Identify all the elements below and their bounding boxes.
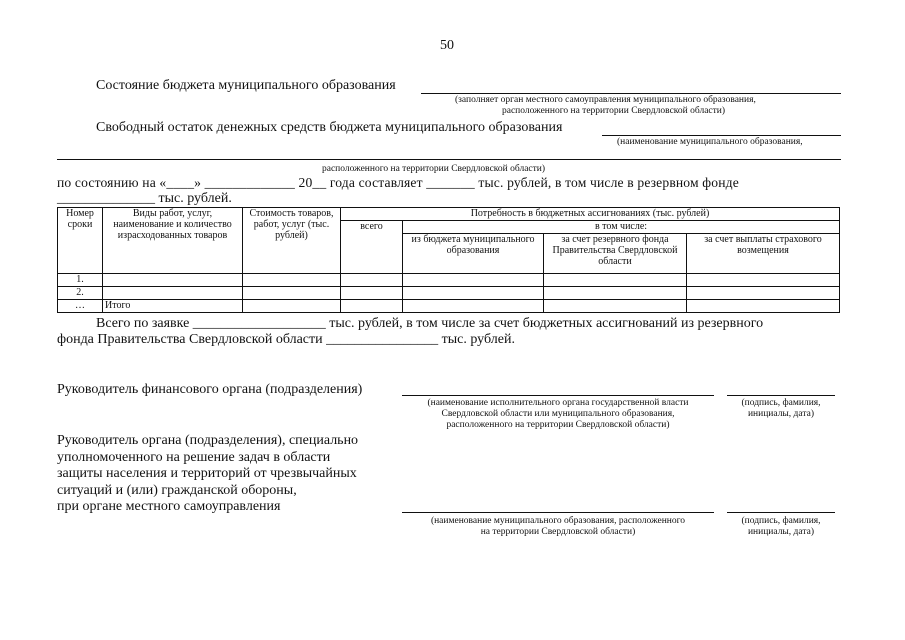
budget-state-field[interactable] [421,93,841,94]
row-name: Итого [103,300,243,313]
financial-org-hint-3: расположенного на территории Свердловской области) [446,420,670,430]
needs-table [57,207,840,313]
header-total: всего [341,221,403,274]
row-cell[interactable] [544,287,687,300]
page-number: 50 [440,38,454,53]
table-row [58,300,840,313]
free-balance-label: Свободный остаток денежных средств бюджета муниципального образования [96,120,563,135]
free-balance-field-continued[interactable] [57,159,841,160]
row-cell[interactable] [243,287,341,300]
civil-defense-head-label-5: при органе местного самоуправления [57,499,281,514]
header-from-insurance: за счет выплаты страхового возмещения [687,234,840,274]
financial-sign-hint-1: (подпись, фамилия, [741,398,821,408]
civil-defense-sign-hint-2: инициалы, дата) [747,527,815,537]
header-cost: Стоимость товаров, работ, услуг (тыс. рублей) [243,208,341,274]
header-from-reserve: за счет резервного фонда Правительства Свердловской области [544,234,687,274]
table-row [58,287,840,300]
financial-head-label: Руководитель финансового органа (подразделения) [57,382,363,397]
budget-state-hint-1: (заполняет орган местного самоуправления муниципального образования, [455,95,756,105]
row-cell[interactable] [341,287,403,300]
header-num: Номер сроки [58,208,103,274]
civil-defense-head-label-4: ситуаций и (или) гражданской обороны, [57,483,297,498]
budget-state-hint-2: расположенного на территории Свердловской области) [502,106,726,116]
financial-sign-hint-2: инициалы, дата) [747,409,815,419]
civil-defense-head-label-3: защиты населения и территорий от чрезвычайных [57,466,357,481]
row-cell[interactable] [341,300,403,313]
free-balance-hint-1: (наименование муниципального образования, [617,137,803,147]
civil-defense-signature-field[interactable] [727,512,835,513]
header-including: в том числе: [403,221,840,234]
row-cell[interactable] [687,274,840,287]
civil-defense-head-label-1: Руководитель органа (подразделения), специально [57,433,359,448]
row-cell[interactable] [687,287,840,300]
financial-signature-field[interactable] [727,395,835,396]
as-of-line-1: по состоянию на «____» _____________ 20__ года составляет _______ тыс. рублей, в том числе в резервном фонде [57,175,739,190]
header-need-group: Потребность в бюджетных ассигнованиях (тыс. рублей) [341,208,840,221]
financial-org-hint-2: Свердловской области или муниципального образования, [441,409,675,419]
row-cell[interactable] [687,300,840,313]
row-cell[interactable] [341,274,403,287]
row-cell[interactable] [243,274,341,287]
row-num: … [58,300,103,313]
row-cell[interactable] [243,300,341,313]
row-name[interactable] [103,274,243,287]
row-cell[interactable] [403,300,544,313]
row-cell[interactable] [403,274,544,287]
header-works: Виды работ, услуг, наименование и количество израсходованных товаров [103,208,243,274]
as-of-line-2: ______________ тыс. рублей. [57,191,232,206]
header-from-budget: из бюджета муниципального образования [403,234,544,274]
row-cell[interactable] [403,287,544,300]
row-num: 1. [58,274,103,287]
civil-defense-org-hint-2: на территории Свердловской области) [480,527,636,537]
total-request-line-2: фонда Правительства Свердловской области ________________ тыс. рублей. [57,332,515,347]
row-name[interactable] [103,287,243,300]
financial-org-hint-1: (наименование исполнительного органа государственной власти [427,398,689,408]
total-request-line-1: Всего по заявке ___________________ тыс. рублей, в том числе за счет бюджетных ассигнований из резервного [96,316,764,331]
row-num: 2. [58,287,103,300]
civil-defense-head-label-2: уполномоченного на решение задач в области [57,450,331,465]
civil-defense-org-hint-1: (наименование муниципального образования, расположенного [430,516,686,526]
financial-org-field[interactable] [402,395,714,396]
row-cell[interactable] [544,300,687,313]
free-balance-hint-2: расположенного на территории Свердловской области) [322,164,546,174]
civil-defense-sign-hint-1: (подпись, фамилия, [741,516,821,526]
free-balance-field[interactable] [602,135,841,136]
budget-state-label: Состояние бюджета муниципального образования [96,78,396,93]
table-row [58,274,840,287]
civil-defense-org-field[interactable] [402,512,714,513]
row-cell[interactable] [544,274,687,287]
